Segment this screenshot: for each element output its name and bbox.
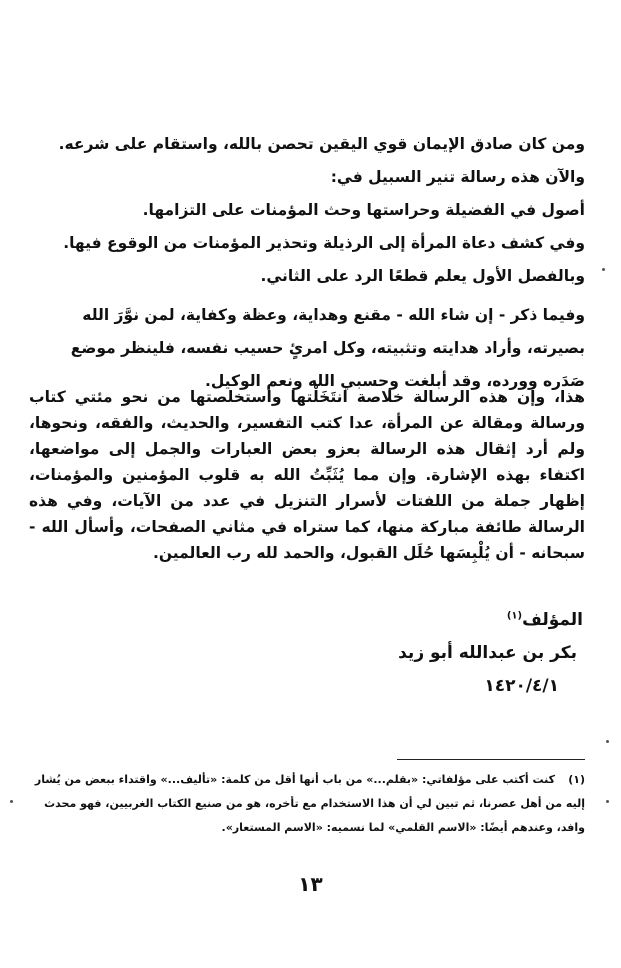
paragraph-2-line: وفيما ذكر - إن شاء الله - مقنع وهداية، وعظة وكفاية، لمن نوَّرَ الله bbox=[82, 306, 585, 324]
paragraph-1 bbox=[29, 128, 585, 293]
footnote-number: (١) bbox=[568, 773, 585, 786]
signature-date: ١٤٢٠/٤/١ bbox=[484, 676, 559, 696]
author-name: بكر بن عبدالله أبو زيد bbox=[398, 643, 577, 663]
page-number: ١٣ bbox=[298, 872, 323, 896]
scan-speck bbox=[602, 268, 605, 271]
scan-speck bbox=[606, 800, 609, 803]
scan-speck bbox=[10, 800, 13, 803]
paragraph-1-line: أصول في الفضيلة وحراستها وحث المؤمنات على التزامها. bbox=[142, 201, 585, 219]
author-title-text: المؤلف bbox=[522, 610, 583, 630]
footnote-marker: (١) bbox=[506, 610, 523, 622]
paragraph-2-line: بصيرته، وأراد هدايته وتثبيته، وكل امرئٍ حسيب نفسه، فلينظر موضع bbox=[70, 339, 585, 357]
paragraph-1-line: ومن كان صادق الإيمان قوي اليقين تحصن بالله، واستقام على شرعه. bbox=[58, 135, 585, 153]
footnote-separator bbox=[397, 759, 585, 760]
paragraph-2-line: صَدَره وورده، وقد أبلغت وحسبي الله ونعم الوكيل. bbox=[204, 372, 585, 390]
paragraph-3: هذا، وإن هذه الرسالة خلاصة انتَخَلْتها واستخلصتها من نحو مئتي كتاب ورسالة ومقالة عن المرأة، عدا كتب التفسير، والحديث، والفقه، ونحوها، ولم أرد إثقال هذه الرسالة بعزو بعض العبارات والجمل إلى مواضعها، اكتفاء بهذه الإشارة. وإن مما يُثَبِّتُ الله به قلوب المؤمنين والمؤمنات، إظهار جملة من اللفتات لأسرار التنزيل في عدد من الآيات، وفي هذه الرسالة طائفة مباركة منها، كما ستراه في مثاني الصفحات، وأسأل الله - سبحانه - أن يُلْبِسَها حُلَل القبول، والحمد لله رب العالمين. bbox=[29, 388, 585, 562]
footnote bbox=[29, 768, 585, 840]
paragraph-1-line: وفي كشف دعاة المرأة إلى الرذيلة وتحذير المؤمنات من الوقوع فيها. bbox=[63, 234, 585, 252]
footnote-text: كنت أكتب على مؤلفاتي: «بقلم...» من باب أنها أقل من كلمة: «تأليف...» واقتداء ببعض من يُشار إليه من أهل عصرنا، ثم تبين لي أن هذا الاستخدام مع تأخره، هو من صنيع الكتاب الغربيين، فهو محدث وافد، وعندهم أيضًا: «الاسم القلمي» لما نسميه: «الاسم المستعار». bbox=[34, 773, 585, 834]
author-title bbox=[507, 610, 583, 630]
scan-speck bbox=[606, 740, 609, 743]
paragraph-1-line: والآن هذه رسالة تنير السبيل في: bbox=[330, 168, 585, 186]
paragraph-1-line: وبالفصل الأول يعلم قطعًا الرد على الثاني. bbox=[260, 267, 585, 285]
